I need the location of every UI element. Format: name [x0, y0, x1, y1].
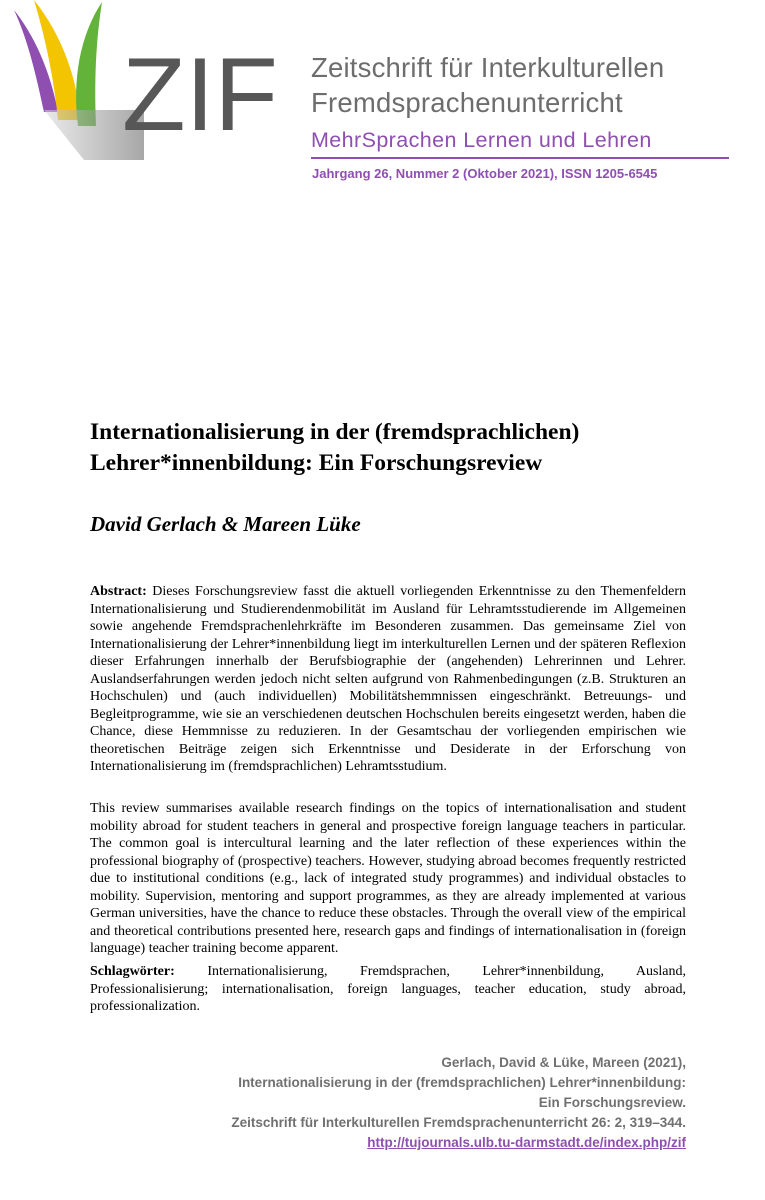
abstract-german — [90, 583, 686, 776]
journal-issue: Jahrgang 26, Nummer 2 (Oktober 2021), ISSN 1205-6545 — [312, 166, 658, 181]
zif-logo — [14, 0, 284, 160]
keywords — [90, 963, 686, 1016]
journal-url-link[interactable]: http://tujournals.ulb.tu-darmstadt.de/index.php/zif — [367, 1135, 686, 1150]
journal-subtitle: MehrSprachen Lernen und Lehren — [311, 128, 652, 152]
citation — [231, 1053, 686, 1153]
article-title-line1: Internationalisierung in der (fremdsprachlichen) — [90, 419, 580, 445]
keywords-label: Schlagwörter: — [90, 964, 175, 979]
journal-title — [311, 50, 751, 120]
article-title-line2: Lehrer*innenbildung: Ein Forschungsreview — [90, 450, 543, 476]
logo-green-leaf — [76, 2, 102, 126]
article-authors: David Gerlach & Mareen Lüke — [90, 512, 361, 536]
article-title — [90, 417, 710, 479]
journal-rule — [311, 157, 729, 159]
citation-line3: Ein Forschungsreview. — [538, 1095, 686, 1110]
journal-title-line2: Fremdsprachenunterricht — [311, 87, 623, 118]
citation-line2: Internationalisierung in der (fremdsprachlichen) Lehrer*innenbildung: — [238, 1075, 686, 1090]
citation-line4: Zeitschrift für Interkulturellen Fremdsprachenunterricht 26: 2, 319–344. — [231, 1115, 686, 1130]
abstract-german-text: Dieses Forschungsreview fasst die aktuell vorliegenden Erkenntnisse zu den Themenfeldern Internationalisierung und Studierendenmobilität im Ausland für Lehramtsstudierende im Allgemeinen sowie angehende Fremdsprachenlehrkräfte im Besonderen zusammen. Das gemeinsame Ziel von Internationalisierung der Lehrer*innenbildung liegt im interkulturellen Lernen und der späteren Reflexion dieser Erfahrungen innerhalb der Berufsbiographie der (angehenden) Lehrerinnen und Lehrer. Auslandserfahrungen werden jedoch nicht selten aufgrund von Rahmenbedingungen (z.B. Strukturen an Hochschulen) und (auch individuellen) Mobilitätshemmnissen eingeschränkt. Betreuungs- und Begleitprogramme, wie sie an verschiedenen deutschen Hochschulen bereits eingesetzt werden, haben die Chance, diese Hemmnisse zu reduzieren. In der Gesamtschau der vorliegenden empirischen wie theoretischen Beiträge zeigen sich Erkenntnisse und Desiderate in der Erforschung von Internationalisierung im (fremdsprachlichen) Lehramtsstudium. — [90, 584, 687, 774]
logo-text: ZIF — [122, 37, 278, 153]
keywords-text: Internationalisierung, Fremdsprachen, Lehrer*innenbildung, Ausland, Professionalisierung; internationalisation, foreign languages, teacher education, study abroad, professionalization. — [90, 964, 686, 1014]
abstract-label: Abstract: — [90, 584, 147, 599]
abstract-english: This review summarises available research findings on the topics of internationalisation and student mobility abroad for student teachers in general and prospective foreign language teachers in particular. The common goal is intercultural learning and the later reflection of these experiences within the professional biography of (prospective) teachers. However, studying abroad becomes frequently restricted due to institutional conditions (e.g., lack of integrated study programmes) and individual obstacles to mobility. Supervision, mentoring and support programmes, as they are already implemented at various German universities, have the chance to reduce these obstacles. Through the overall view of the empirical and theoretical contributions presented here, research gaps and findings of internationalisation in (foreign language) teacher training become apparent. — [90, 801, 686, 956]
citation-line1: Gerlach, David & Lüke, Mareen (2021), — [441, 1055, 686, 1070]
journal-title-line1: Zeitschrift für Interkulturellen — [311, 52, 665, 83]
